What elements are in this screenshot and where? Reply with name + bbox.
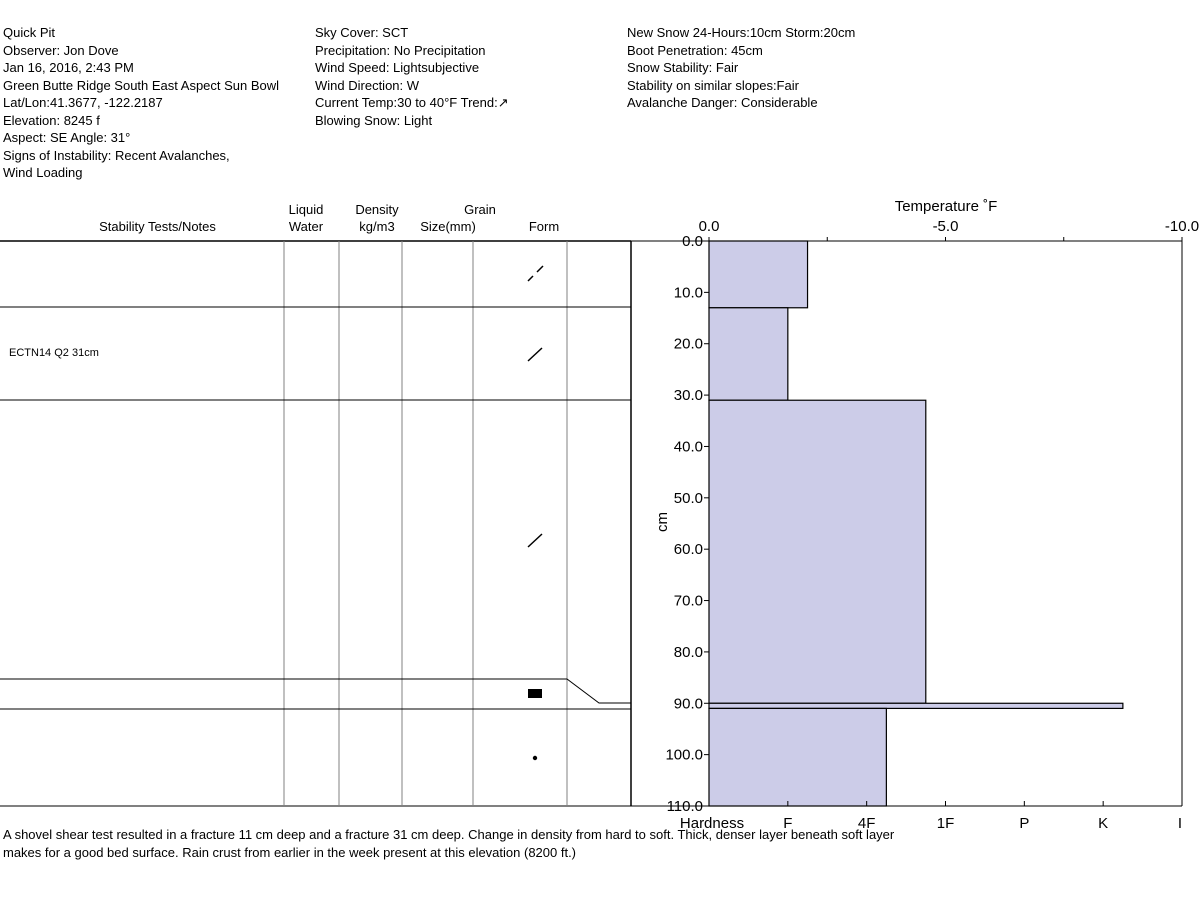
temperature-tick-label: -10.0: [1164, 218, 1200, 235]
depth-tick-label: 10.0: [673, 284, 703, 302]
current-temp: Current Temp:30 to 40°F Trend:↗: [315, 95, 509, 110]
avalanche-danger: Avalanche Danger: Considerable: [627, 95, 818, 110]
hardness-bar-3: [709, 400, 926, 703]
col-header-density-line2: kg/m3: [359, 219, 395, 234]
boot-penetration: Boot Penetration: 45cm: [627, 42, 763, 58]
depth-tick-label: 60.0: [673, 541, 703, 559]
new-snow: New Snow 24-Hours:10cm Storm:20cm: [627, 25, 856, 40]
col-header-grain-line2: Size(mm): [420, 219, 476, 234]
hardness-bar-1: [709, 241, 808, 308]
depth-tick-label: 80.0: [673, 643, 703, 661]
depth-tick-label: 40.0: [673, 438, 703, 456]
hardness-bar-5: [709, 708, 886, 806]
temperature-axis: [699, 218, 1200, 241]
col-header-stability: Stability Tests/Notes: [99, 219, 216, 234]
hardness-tick-label: 4F: [857, 815, 876, 832]
hardness-tick-label: F: [783, 815, 793, 832]
similar-slopes-stability: Stability on similar slopes:Fair: [627, 77, 799, 93]
temperature-tick-label: -5.0: [932, 218, 959, 235]
col-header-density-line1: Density: [355, 202, 399, 217]
decomposing-fragments-icon: [528, 348, 542, 361]
depth-tick-label: 20.0: [673, 335, 703, 353]
temperature-axis-title: Temperature ˚F: [894, 198, 998, 215]
hardness-tick-label: 1F: [936, 815, 955, 832]
depth-tick-label: 100.0: [665, 746, 703, 764]
depth-tick-label: 110.0: [666, 798, 703, 815]
pit-type: Quick Pit: [3, 25, 56, 40]
signs-of-instability-cont: Wind Loading: [3, 165, 83, 180]
signs-of-instability: Signs of Instability: Recent Avalanches,: [3, 147, 230, 163]
ice-crust-icon: [528, 689, 542, 698]
table-grid: [0, 241, 631, 806]
hardness-tick-label: P: [1019, 815, 1030, 832]
observer: Observer: Jon Dove: [3, 42, 119, 58]
hardness-tick-label: Hardness: [679, 815, 745, 832]
temperature-tick-label: 0.0: [698, 218, 720, 235]
decomposing-fragments-icon: [528, 534, 542, 547]
depth-axis: [665, 233, 709, 815]
depth-tick-label: 90.0: [673, 695, 703, 713]
stability-note-layer2: ECTN14 Q2 31cm: [9, 347, 99, 359]
col-header-liquid-line1: Liquid: [288, 202, 324, 217]
hardness-bars: [709, 241, 1123, 806]
location: Green Butte Ridge South East Aspect Sun Bowl: [3, 77, 280, 93]
depth-tick-label: 70.0: [673, 592, 703, 610]
col-header-liquid-line2: Water: [288, 219, 324, 234]
depth-tick-label: 30.0: [673, 387, 703, 405]
hardness-bar-4: [709, 703, 1123, 708]
pit-comments: A shovel shear test resulted in a fracture 11 cm deep and a fracture 31 cm deep. Change in density from hard to soft. Thick, denser layer beneath soft layer makes for a good bed surface. Rain crust from earlier in the week present at this elevation (8200 ft.): [3, 827, 895, 860]
decomposing-fragments-icon: [528, 266, 543, 281]
depth-tick-label: 50.0: [673, 489, 703, 507]
blowing-snow: Blowing Snow: Light: [315, 112, 433, 128]
aspect-angle: Aspect: SE Angle: 31°: [3, 130, 131, 145]
snow-stability: Snow Stability: Fair: [627, 60, 739, 75]
depth-tick-label: 0.0: [682, 233, 703, 250]
hardness-tick-label: K: [1098, 815, 1109, 832]
hardness-bar-2: [709, 308, 788, 400]
precipitation: Precipitation: No Precipitation: [315, 42, 486, 58]
depth-axis-title: cm: [654, 512, 671, 532]
col-header-grain-line1: Grain: [464, 202, 496, 217]
hardness-tick-label: I: [1177, 815, 1182, 832]
datetime: Jan 16, 2016, 2:43 PM: [3, 60, 134, 75]
wind-direction: Wind Direction: W: [315, 77, 420, 93]
rounded-grains-icon: [533, 756, 537, 760]
elevation: Elevation: 8245 f: [3, 112, 100, 128]
col-header-form: Form: [528, 219, 560, 234]
lat-lon: Lat/Lon:41.3677, -122.2187: [3, 95, 163, 110]
sky-cover: Sky Cover: SCT: [315, 25, 409, 40]
wind-speed: Wind Speed: Lightsubjective: [315, 60, 480, 75]
